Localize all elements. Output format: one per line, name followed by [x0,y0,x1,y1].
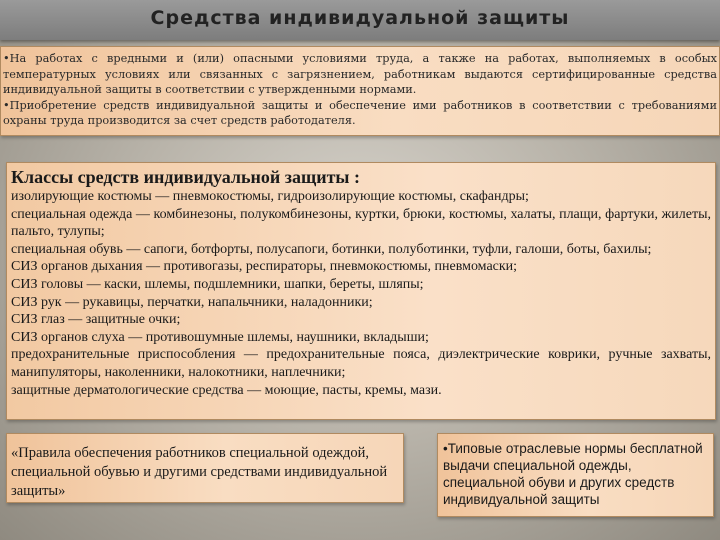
classes-heading: Классы средств индивидуальной защиты : [11,167,360,187]
list-item: предохранительные приспособления — предохранительные пояса, диэлектрические коврики, ручные захваты, манипуляторы, наколенники, налокотники, наплечники; [11,347,711,380]
list-item: СИЗ головы — каски, шлемы, подшлемники, шапки, береты, шляпы; [11,276,424,292]
intro-paragraph-1: •На работах с вредными и (или) опасными условиями труда, а также на работах, выполняемых в особых температурных условиях или связанных с загрязнением, работникам выдаются сертифицированные средства индивидуальной защиты в соответствии с утвержденными нормами. [3,52,717,96]
list-item: СИЗ глаз — защитные очки; [11,312,181,328]
list-item: СИЗ органов слуха — противошумные шлемы, наушники, вкладыши; [11,329,429,345]
rules-text: «Правила обеспечения работников специальной одеждой, специальной обувью и другими средствами индивидуальной защиты» [11,445,388,499]
list-item: специальная одежда — комбинезоны, полукомбинезоны, куртки, брюки, костюмы, халаты, плащи, фартуки, жилеты, пальто, тулупы; [11,206,711,240]
slide-title: Средства индивидуальной защиты [150,7,570,29]
list-item: изолирующие костюмы — пневмокостюмы, гидроизолирующие костюмы, скафандры; [11,189,529,204]
list-item: специальная обувь — сапоги, ботфорты, полусапоги, ботинки, полуботинки, туфли, галоши, боты, бахилы; [11,241,652,257]
norms-box [437,433,714,517]
intro-paragraph-2: •Приобретение средств индивидуальной защиты и обеспечение ими работников в соответствии с требованиями охраны труда производится за счет средств работодателя. [3,98,717,127]
title-bar [0,0,720,40]
list-item: СИЗ органов дыхания — противогазы, респираторы, пневмокостюмы, пневмомаски; [11,259,518,275]
list-item: СИЗ рук — рукавицы, перчатки, напальчники, наладонники; [11,294,373,310]
norms-text: •Типовые отраслевые нормы бесплатной выдачи специальной одежды, специальной обуви и других средств индивидуальной защиты [443,441,703,507]
intro-box [0,46,720,136]
classes-box [6,162,716,420]
list-item: защитные дерматологические средства — моющие, пасты, кремы, мази. [11,382,442,398]
rules-box [6,433,404,503]
classes-list [11,188,711,399]
